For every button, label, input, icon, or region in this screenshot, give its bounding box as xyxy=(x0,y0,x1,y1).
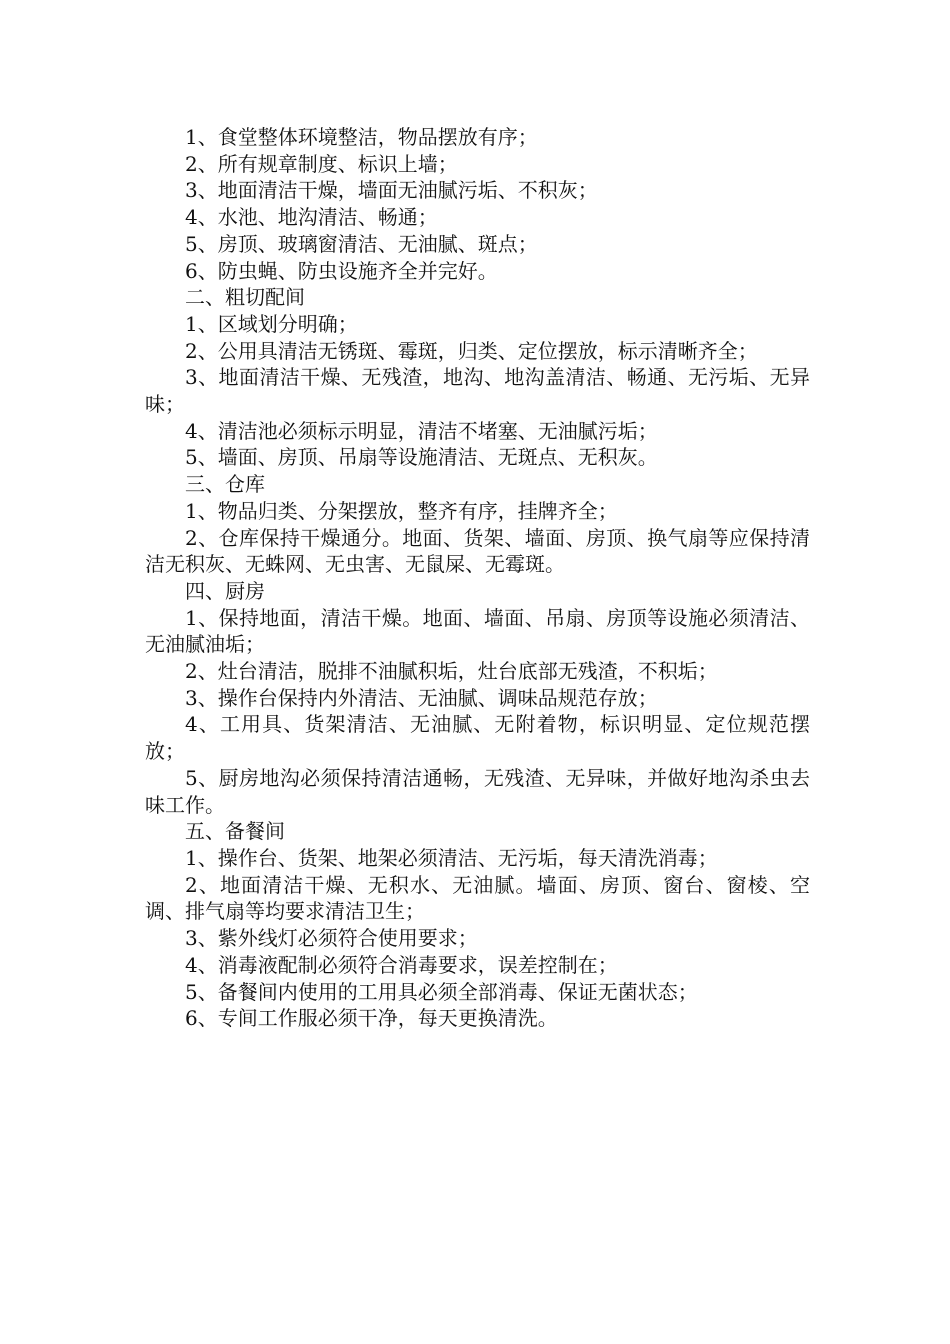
paragraph: 3、地面清洁干燥、无残渣，地沟、地沟盖清洁、畅通、无污垢、无异味； xyxy=(145,365,810,417)
paragraph: 3、操作台保持内外清洁、无油腻、调味品规范存放； xyxy=(185,685,658,710)
paragraph: 2、地面清洁干燥、无积水、无油腻。墙面、房顶、窗台、窗棱、空调、排气扇等均要求清洁卫生； xyxy=(145,872,810,924)
paragraph: 2、公用具清洁无锈斑、霉斑，归类、定位摆放，标示清晰齐全； xyxy=(185,338,758,363)
paragraph: 1、区域划分明确； xyxy=(185,311,358,336)
paragraph: 1、保持地面，清洁干燥。地面、墙面、吊扇、房顶等设施必须清洁、无油腻油垢； xyxy=(145,605,810,657)
paragraph: 5、墙面、房顶、吊扇等设施清洁、无斑点、无积灰。 xyxy=(185,445,658,470)
paragraph: 1、物品归类、分架摆放，整齐有序，挂牌齐全； xyxy=(185,498,618,523)
paragraph: 1、食堂整体环境整洁，物品摆放有序； xyxy=(185,125,538,149)
section-heading: 五、备餐间 xyxy=(185,819,285,844)
paragraph: 2、仓库保持干燥通分。地面、货架、墙面、房顶、换气扇等应保持清洁无积灰、无蛛网、无虫害、无鼠屎、无霉斑。 xyxy=(145,525,810,577)
paragraph: 5、备餐间内使用的工用具必须全部消毒、保证无菌状态； xyxy=(185,979,698,1004)
section-heading: 三、仓库 xyxy=(185,472,265,497)
section-heading: 四、厨房 xyxy=(185,578,265,603)
paragraph: 6、专间工作服必须干净，每天更换清洗。 xyxy=(185,1006,558,1031)
paragraph: 4、工用具、货架清洁、无油腻、无附着物，标识明显、定位规范摆放； xyxy=(145,712,810,764)
paragraph: 2、所有规章制度、标识上墙； xyxy=(185,151,458,176)
paragraph: 3、紫外线灯必须符合使用要求； xyxy=(185,926,478,951)
paragraph: 4、清洁池必须标示明显，清洁不堵塞、无油腻污垢； xyxy=(185,418,658,443)
paragraph: 6、防虫蝇、防虫设施齐全并完好。 xyxy=(185,258,498,283)
document-body xyxy=(145,124,810,1032)
paragraph: 5、房顶、玻璃窗清洁、无油腻、斑点； xyxy=(185,231,538,256)
paragraph: 3、地面清洁干燥，墙面无油腻污垢、不积灰； xyxy=(185,178,598,203)
section-heading: 二、粗切配间 xyxy=(185,285,305,310)
paragraph: 4、消毒液配制必须符合消毒要求，误差控制在； xyxy=(185,952,618,977)
paragraph: 1、操作台、货架、地架必须清洁、无污垢，每天清洗消毒； xyxy=(185,845,718,870)
paragraph: 2、灶台清洁，脱排不油腻积垢，灶台底部无残渣，不积垢； xyxy=(185,659,718,684)
paragraph: 5、厨房地沟必须保持清洁通畅，无残渣、无异味，并做好地沟杀虫去味工作。 xyxy=(145,765,810,817)
paragraph: 4、水池、地沟清洁、畅通； xyxy=(185,205,438,230)
